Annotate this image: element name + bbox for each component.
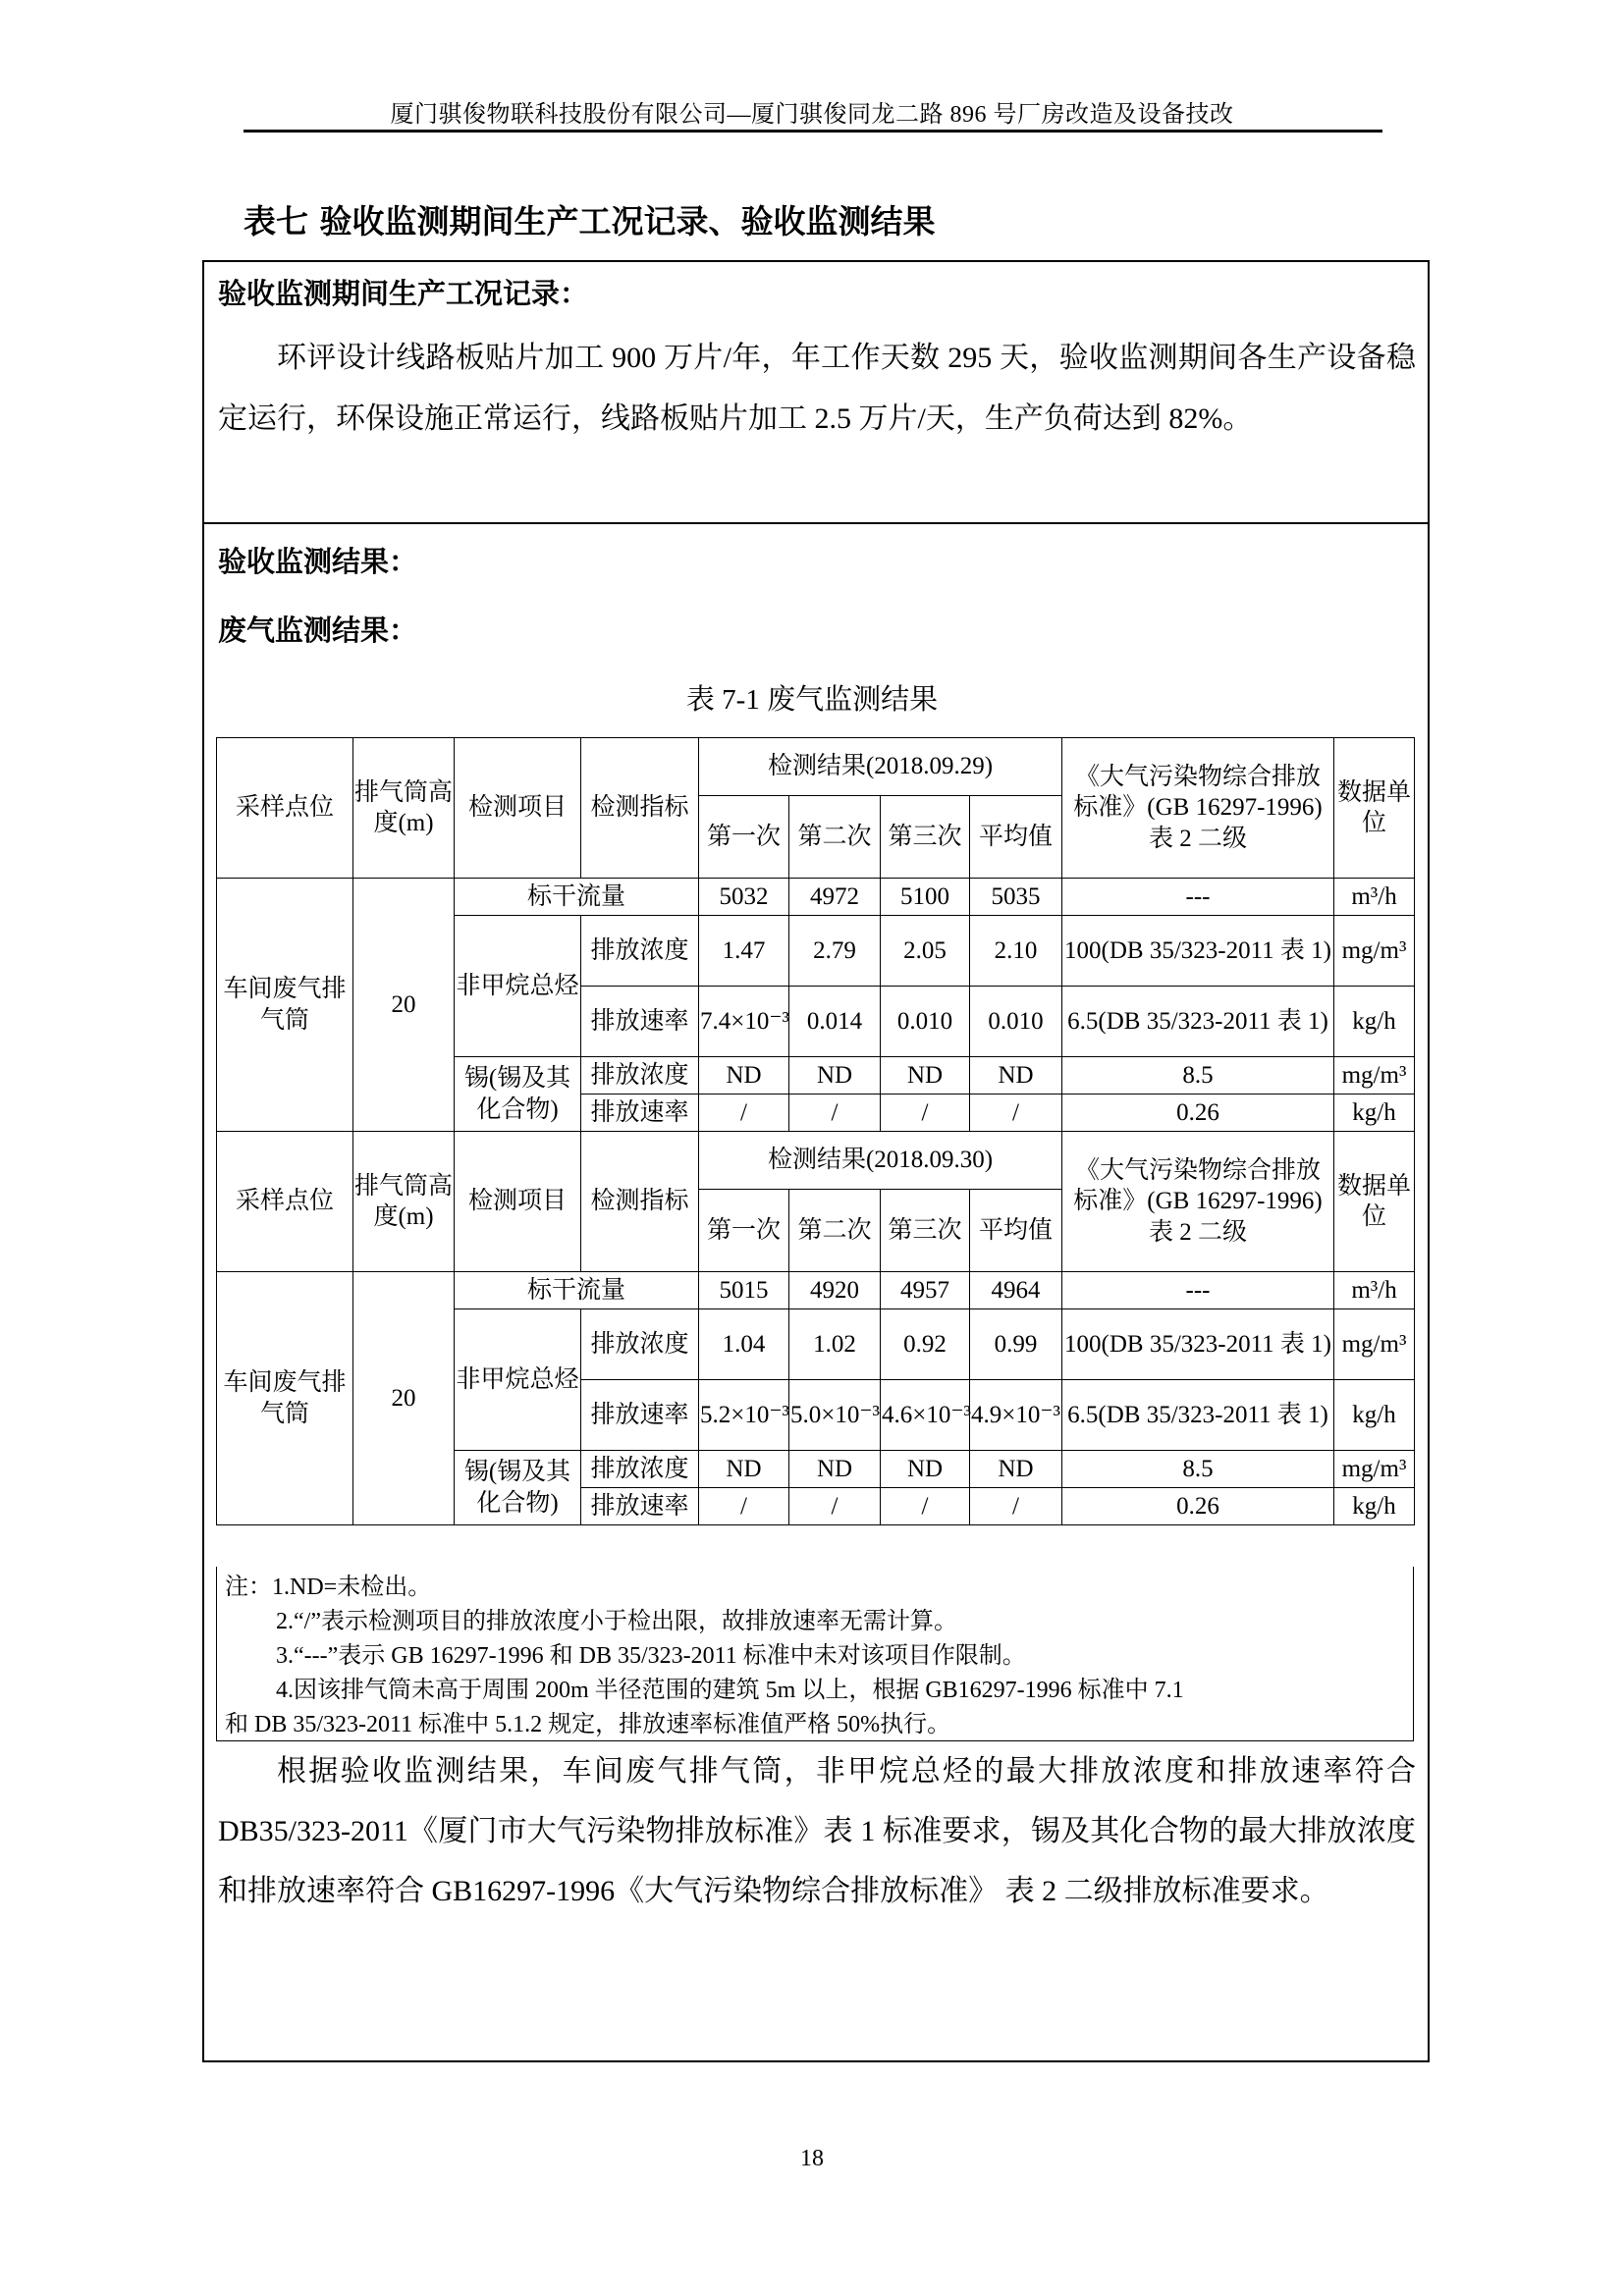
cell-unit: kg/h <box>1334 1488 1415 1525</box>
cell-value: / <box>699 1095 789 1132</box>
cell-unit: mg/m³ <box>1334 1309 1415 1380</box>
cell-standard: 100(DB 35/323-2011 表 1) <box>1062 916 1334 987</box>
cell-indicator: 排放速率 <box>581 1095 699 1132</box>
cell-value: ND <box>699 1451 789 1488</box>
cell-indicator: 排放浓度 <box>581 1057 699 1095</box>
cell-value: 0.014 <box>789 987 881 1057</box>
cell-value: 5032 <box>699 879 789 916</box>
table-caption: 表 7-1 废气监测结果 <box>685 684 939 716</box>
header-run-3: 第三次 <box>881 796 970 879</box>
table-row <box>217 1272 1415 1309</box>
exhaust-results-table <box>216 737 1415 1525</box>
cell-value: ND <box>970 1451 1062 1488</box>
cell-value: 2.79 <box>789 916 881 987</box>
cell-standard: 0.26 <box>1062 1095 1334 1132</box>
section-title: 表七 验收监测期间生产工况记录、验收监测结果 <box>244 202 936 240</box>
cell-value: 4957 <box>881 1272 970 1309</box>
cell-value: 1.02 <box>789 1309 881 1380</box>
cell-value: 0.92 <box>881 1309 970 1380</box>
cell-value: ND <box>789 1057 881 1095</box>
header-standard: 《大气污染物综合排放标准》(GB 16297-1996) 表 2 二级 <box>1062 1132 1334 1272</box>
cell-value: / <box>881 1095 970 1132</box>
cell-value: / <box>970 1095 1062 1132</box>
table-notes <box>216 1567 1414 1741</box>
header-run-2: 第二次 <box>789 1190 881 1272</box>
cell-unit: m³/h <box>1334 879 1415 916</box>
header-site: 采样点位 <box>217 1132 353 1272</box>
cell-unit: kg/h <box>1334 1095 1415 1132</box>
cell-unit: mg/m³ <box>1334 1057 1415 1095</box>
cell-value: 5015 <box>699 1272 789 1309</box>
running-header: 厦门骐俊物联科技股份有限公司—厦门骐俊同龙二路 896 号厂房改造及设备技改 <box>390 102 1234 128</box>
cell-height: 20 <box>353 1272 455 1525</box>
header-site: 采样点位 <box>217 738 353 879</box>
table-row <box>217 879 1415 916</box>
exhaust-subheading: 废气监测结果： <box>218 614 418 647</box>
cell-height: 20 <box>353 879 455 1132</box>
production-paragraph: 环评设计线路板贴片加工 900 万片/年，年工作天数 295 天，验收监测期间各生产设备稳定运行，环保设施正常运行，线路板贴片加工 2.5 万片/天，生产负荷达到 82%。 <box>218 342 1416 435</box>
cell-value: 0.99 <box>970 1309 1062 1380</box>
cell-value: 2.05 <box>881 916 970 987</box>
note-2: 2.“/”表示检测项目的排放浓度小于检出限，故排放速率无需计算。 <box>276 1609 957 1634</box>
cell-value: 0.010 <box>970 987 1062 1057</box>
cell-standard: --- <box>1062 879 1334 916</box>
cell-item: 标干流量 <box>455 1272 699 1309</box>
cell-unit: m³/h <box>1334 1272 1415 1309</box>
cell-indicator: 排放浓度 <box>581 1309 699 1380</box>
cell-value: / <box>881 1488 970 1525</box>
header-unit: 数据单位 <box>1334 738 1415 879</box>
cell-value: ND <box>970 1057 1062 1095</box>
cell-item: 非甲烷总烃 <box>455 1309 581 1451</box>
header-run-3: 第三次 <box>881 1190 970 1272</box>
cell-value: 7.4×10⁻³ <box>699 987 789 1057</box>
header-item: 检测项目 <box>455 738 581 879</box>
cell-value: / <box>970 1488 1062 1525</box>
cell-standard: 6.5(DB 35/323-2011 表 1) <box>1062 987 1334 1057</box>
cell-unit: kg/h <box>1334 1380 1415 1451</box>
header-rule <box>244 130 1382 133</box>
cell-standard: 8.5 <box>1062 1451 1334 1488</box>
cell-site: 车间废气排气筒 <box>217 879 353 1132</box>
cell-value: ND <box>881 1057 970 1095</box>
cell-value: 5.2×10⁻³ <box>699 1380 789 1451</box>
page-number: 18 <box>800 2146 824 2171</box>
header-standard: 《大气污染物综合排放标准》(GB 16297-1996) 表 2 二级 <box>1062 738 1334 879</box>
cell-value: 5035 <box>970 879 1062 916</box>
header-height: 排气筒高度(m) <box>353 738 455 879</box>
header-date: 检测结果(2018.09.29) <box>699 738 1062 796</box>
cell-value: 4.9×10⁻³ <box>970 1380 1062 1451</box>
header-indicator: 检测指标 <box>581 1132 699 1272</box>
header-run-1: 第一次 <box>699 1190 789 1272</box>
header-run-1: 第一次 <box>699 796 789 879</box>
cell-value: 4.6×10⁻³ <box>881 1380 970 1451</box>
results-heading: 验收监测结果： <box>218 545 418 578</box>
header-average: 平均值 <box>970 1190 1062 1272</box>
cell-unit: kg/h <box>1334 987 1415 1057</box>
cell-value: 2.10 <box>970 916 1062 987</box>
cell-value: 4964 <box>970 1272 1062 1309</box>
cell-item: 非甲烷总烃 <box>455 916 581 1057</box>
cell-item: 锡(锡及其化合物) <box>455 1451 581 1525</box>
cell-indicator: 排放浓度 <box>581 1451 699 1488</box>
cell-value: 5.0×10⁻³ <box>789 1380 881 1451</box>
cell-value: 4920 <box>789 1272 881 1309</box>
cell-standard: 6.5(DB 35/323-2011 表 1) <box>1062 1380 1334 1451</box>
cell-indicator: 排放速率 <box>581 987 699 1057</box>
cell-item: 锡(锡及其化合物) <box>455 1057 581 1132</box>
cell-value: / <box>789 1095 881 1132</box>
cell-indicator: 排放速率 <box>581 1380 699 1451</box>
header-date: 检测结果(2018.09.30) <box>699 1132 1062 1190</box>
header-indicator: 检测指标 <box>581 738 699 879</box>
production-heading: 验收监测期间生产工况记录： <box>218 277 589 310</box>
cell-value: 4972 <box>789 879 881 916</box>
cell-value: 1.04 <box>699 1309 789 1380</box>
cell-standard: 100(DB 35/323-2011 表 1) <box>1062 1309 1334 1380</box>
cell-standard: 0.26 <box>1062 1488 1334 1525</box>
cell-value: ND <box>789 1451 881 1488</box>
cell-indicator: 排放浓度 <box>581 916 699 987</box>
header-unit: 数据单位 <box>1334 1132 1415 1272</box>
cell-value: 5100 <box>881 879 970 916</box>
table-header-row <box>217 738 1415 796</box>
header-average: 平均值 <box>970 796 1062 879</box>
note-4-cont: 和 DB 35/323-2011 标准中 5.1.2 规定，排放速率标准值严格 50%执行。 <box>225 1712 951 1737</box>
note-4: 4.因该排气筒未高于周围 200m 半径范围的建筑 5m 以上，根据 GB16297-1996 标准中 7.1 <box>276 1678 1184 1703</box>
cell-item: 标干流量 <box>455 879 699 916</box>
cell-unit: mg/m³ <box>1334 1451 1415 1488</box>
header-height: 排气筒高度(m) <box>353 1132 455 1272</box>
note-3: 3.“---”表示 GB 16297-1996 和 DB 35/323-2011 标准中未对该项目作限制。 <box>276 1643 1026 1669</box>
conclusion-paragraph: 根据验收监测结果，车间废气排气筒，非甲烷总烃的最大排放浓度和排放速率符合 DB35/323-2011《厦门市大气污染物排放标准》表 1 标准要求，锡及其化合物的最大排放浓度和排放速率符合 GB16297-1996《大气污染物综合排放标准》 表 2 二级排放标准要求。 <box>218 1755 1416 1907</box>
cell-value: / <box>699 1488 789 1525</box>
cell-value: / <box>789 1488 881 1525</box>
header-item: 检测项目 <box>455 1132 581 1272</box>
cell-unit: mg/m³ <box>1334 916 1415 987</box>
header-run-2: 第二次 <box>789 796 881 879</box>
note-1: 注：1.ND=未检出。 <box>225 1575 432 1600</box>
cell-value: 0.010 <box>881 987 970 1057</box>
section-divider <box>202 522 1430 524</box>
cell-indicator: 排放速率 <box>581 1488 699 1525</box>
cell-standard: --- <box>1062 1272 1334 1309</box>
table-header-row <box>217 1132 1415 1190</box>
cell-value: ND <box>881 1451 970 1488</box>
cell-value: 1.47 <box>699 916 789 987</box>
cell-site: 车间废气排气筒 <box>217 1272 353 1525</box>
cell-value: ND <box>699 1057 789 1095</box>
cell-standard: 8.5 <box>1062 1057 1334 1095</box>
